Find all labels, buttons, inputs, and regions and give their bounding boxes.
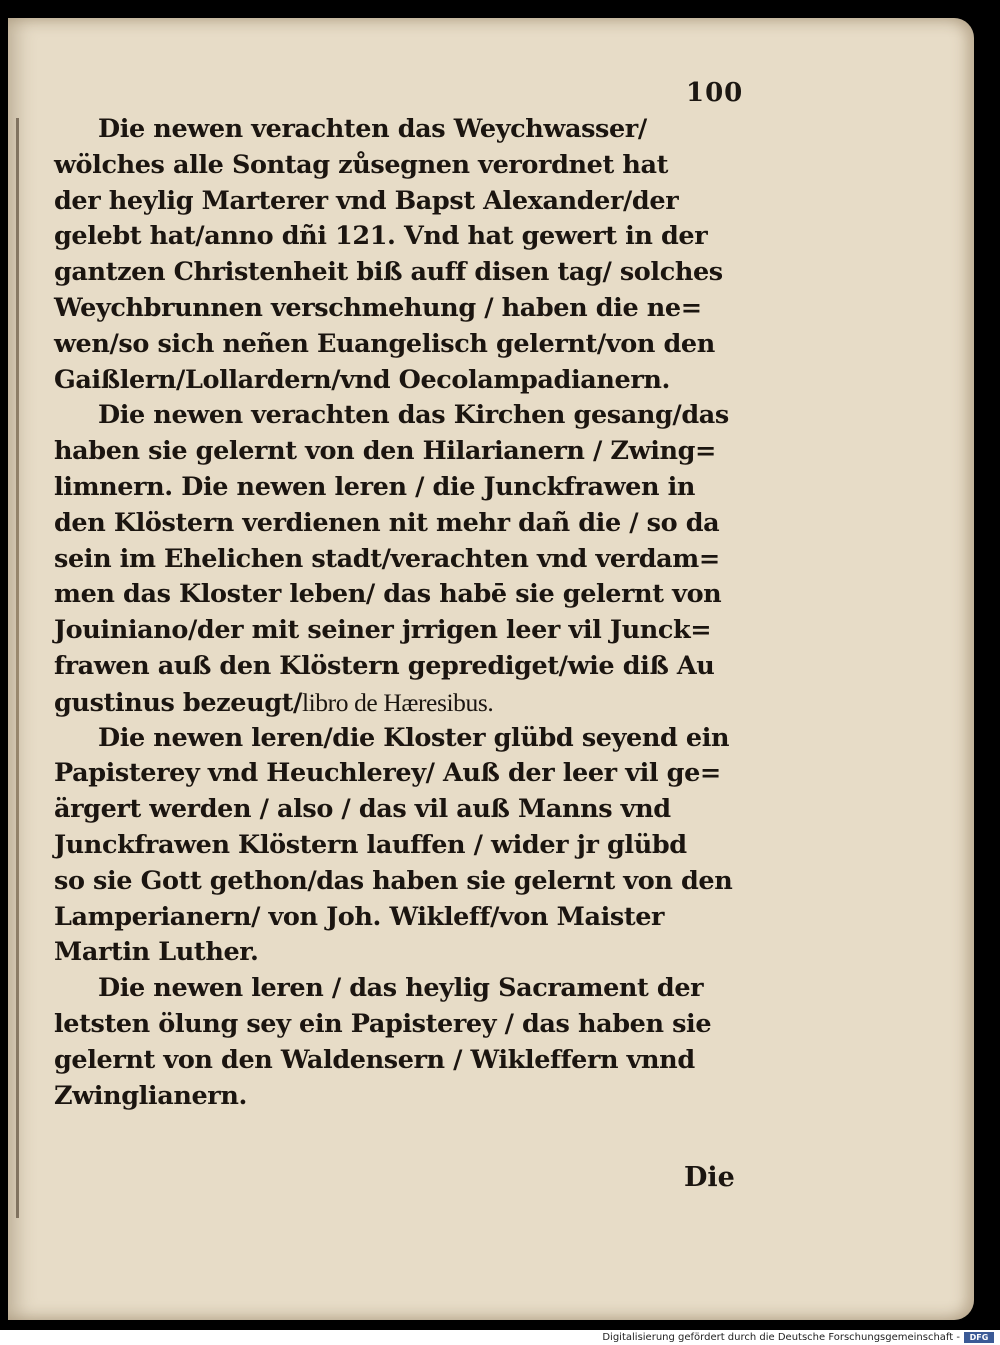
text-line: [54, 255, 754, 291]
page-gutter-edge: [16, 118, 19, 1218]
text-line-content: Junckfrawen Klöstern lauffen / wider jr glübd: [54, 829, 687, 860]
text-line: [54, 649, 754, 685]
page-number: 100: [686, 78, 744, 108]
text-line-content: limnern. Die newen leren / die Junckfrawen in: [54, 471, 695, 502]
text-line: [54, 327, 754, 363]
text-line: [54, 1043, 754, 1079]
text-line: [54, 756, 754, 792]
text-line-content: gelebt hat/anno dñi 121. Vnd hat gewert in der: [54, 221, 708, 252]
text-line: [54, 1007, 754, 1043]
text-line-content: frawen auß den Klöstern geprediget/wie diß Au: [54, 650, 715, 681]
text-line-content: gantzen Christenheit biß auff disen tag/ solches: [54, 257, 723, 288]
text-line: [54, 542, 754, 578]
text-line: [54, 470, 754, 506]
text-line-content: Lamperianern/ von Joh. Wikleff/von Maister: [54, 901, 665, 932]
text-line: [54, 1079, 754, 1115]
text-line-content: Martin Luther.: [54, 937, 259, 968]
footer-bar: [0, 1330, 1000, 1345]
text-line-content: den Klöstern verdienen nit mehr dañ die / so da: [54, 507, 720, 538]
text-line-content: Die newen leren / das heylig Sacrament der: [98, 973, 704, 1004]
text-line: [54, 577, 754, 613]
text-line: [54, 935, 754, 971]
text-line: [54, 685, 754, 721]
text-line: [54, 291, 754, 327]
text-line-content: so sie Gott gethon/das haben sie gelernt von den: [54, 865, 733, 896]
text-line-content: haben sie gelernt von den Hilarianern / Zwing=: [54, 436, 717, 467]
text-line-content: gelernt von den Waldensern / Wikleffern vnnd: [54, 1044, 695, 1075]
text-line-content: der heylig Marterer vnd Bapst Alexander/der: [54, 185, 679, 216]
text-line-content: wölches alle Sontag zůsegnen verordnet hat: [54, 149, 668, 180]
latin-citation: libro de Hæresibus.: [301, 687, 494, 717]
text-line-content: Weychbrunnen verschmehung / haben die ne=: [54, 292, 702, 323]
text-line-content: letsten ölung sey ein Papisterey / das haben sie: [54, 1008, 712, 1039]
text-line-content: Die newen verachten das Weychwasser/: [98, 114, 647, 144]
text-line: [54, 971, 754, 1007]
text-line: [54, 363, 754, 399]
text-line-content: Die newen leren/die Kloster glübd seyend ein: [98, 722, 730, 753]
book-page: [8, 18, 974, 1320]
text-line: [54, 219, 754, 255]
text-line: [54, 721, 754, 757]
text-line: [54, 506, 754, 542]
text-line-content: Jouiniano/der mit seiner jrrigen leer vil Junck=: [54, 615, 712, 646]
text-line: [54, 434, 754, 470]
text-line: [54, 613, 754, 649]
catchword: Die: [684, 1162, 735, 1193]
text-line-content: Zwinglianern.: [54, 1080, 247, 1111]
text-line-content: gustinus bezeugt/: [54, 687, 302, 718]
text-line: [54, 398, 754, 434]
text-line-content: ärgert werden / also / das vil auß Manns vnd: [54, 794, 671, 825]
text-block: [54, 112, 754, 1114]
text-line: [54, 148, 754, 184]
text-line-content: wen/so sich neñen Euangelisch gelernt/von den: [54, 328, 715, 359]
text-line: [54, 112, 754, 148]
text-line-content: Gaißlern/Lollardern/vnd Oecolampadianern.: [54, 364, 671, 395]
funding-credit: Digitalisierung gefördert durch die Deutsche Forschungsgemeinschaft -: [602, 1332, 960, 1343]
text-line: [54, 900, 754, 936]
text-line-content: Papisterey vnd Heuchlerey/ Auß der leer vil ge=: [54, 758, 721, 789]
text-line: [54, 828, 754, 864]
text-line: [54, 792, 754, 828]
text-line-content: Die newen verachten das Kirchen gesang/das: [98, 400, 729, 431]
text-line-content: sein im Ehelichen stadt/verachten vnd verdam=: [54, 543, 720, 574]
dfg-logo: DFG: [964, 1332, 994, 1343]
text-line-content: men das Kloster leben/ das habē sie gelernt von: [54, 579, 722, 610]
text-line: [54, 864, 754, 900]
text-line: [54, 184, 754, 220]
